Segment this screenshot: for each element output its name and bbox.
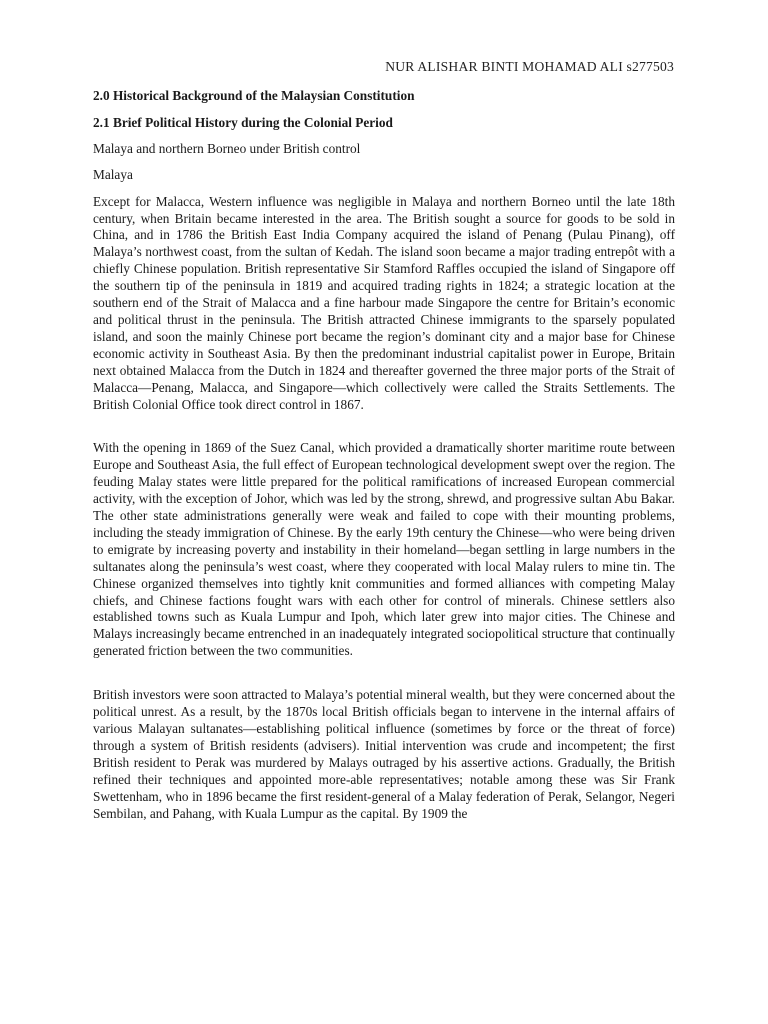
main-heading: 2.0 Historical Background of the Malaysian Constitution xyxy=(93,88,415,103)
paragraph: Except for Malacca, Western influence was negligible in Malaya and northern Borneo until the late 18th century, when Britain became interested in the area. The British sought a source for goods to be sold in China, and in 1786 the British East India Company acquired the island of Penang (Pulau Pinang), off Malaya’s northwest coast, from the sultan of Kedah. The island soon became a major trading entrepôt with a chiefly Chinese population. British representative Sir Stamford Raffles occupied the island of Singapore off the southern tip of the peninsula in 1819 and acquired trading rights in 1824; a strategic location at the southern end of the Strait of Malacca and a fine harbour made Singapore the centre for Britain’s economic and political thrust in the peninsula. The British attracted Chinese immigrants to the sparsely populated island, and soon the mainly Chinese port became the region’s dominant city and a major base for Chinese economic activity in Southeast Asia. By then the predominant industrial capitalist power in Europe, Britain next obtained Malacca from the Dutch in 1824 and thereafter governed the three major ports of the Strait of Malacca—Penang, Malacca, and Singapore—which collectively were called the Straits Settlements. The British Colonial Office took direct control in 1867. xyxy=(93,193,675,412)
paragraph: British investors were soon attracted to Malaya’s potential mineral wealth, but they were concerned about the political unrest. As a result, by the 1870s local British officials began to intervene in the internal affairs of various Malayan sultanates—establishing political influence (sometimes by force or the threat of force) through a system of British residents (advisers). Initial intervention was crude and incompetent; the first British resident to Perak was murdered by Malays outraged by his assertive actions. Gradually, the British refined their techniques and appointed more-able representatives; notable among these was Sir Frank Swettenham, who in 1896 became the first resident-general of a Malay federation of Perak, Selangor, Negeri Sembilan, and Pahang, with Kuala Lumpur as the capital. By 1909 the xyxy=(93,687,675,821)
subheading: Malaya and northern Borneo under British control xyxy=(93,140,361,156)
author-line: NUR ALISHAR BINTI MOHAMAD ALI s277503 xyxy=(385,59,674,74)
section-heading: 2.1 Brief Political History during the Colonial Period xyxy=(93,114,393,130)
document-body xyxy=(93,88,675,822)
paragraph: With the opening in 1869 of the Suez Canal, which provided a dramatically shorter maritime route between Europe and Southeast Asia, the full effect of European technological development swept over the region. The feuding Malay states were little prepared for the political ramifications of increased European commercial activity, with the exception of Johor, which was led by the strong, shrewd, and progressive sultan Abu Bakar. The other state administrations generally were weak and failed to cope with their mounting problems, including the steady immigration of Chinese. By the early 19th century the Chinese—who were being driven to emigrate by increasing poverty and instability in their homeland—began settling in large numbers in the sultanates along the peninsula’s west coast, where they cooperated with local Malay rulers to mine tin. The Chinese organized themselves into tightly knit communities and formed alliances with competing Malay chiefs, and Chinese factions fought wars with each other for control of minerals. Chinese settlers also established towns such as Kuala Lumpur and Ipoh, which later grew into major cities. The Chinese and Malays increasingly became entrenched in an inadequately integrated sociopolitical structure that continually generated friction between the two communities. xyxy=(93,440,675,659)
subsection-title: Malaya xyxy=(93,166,133,182)
